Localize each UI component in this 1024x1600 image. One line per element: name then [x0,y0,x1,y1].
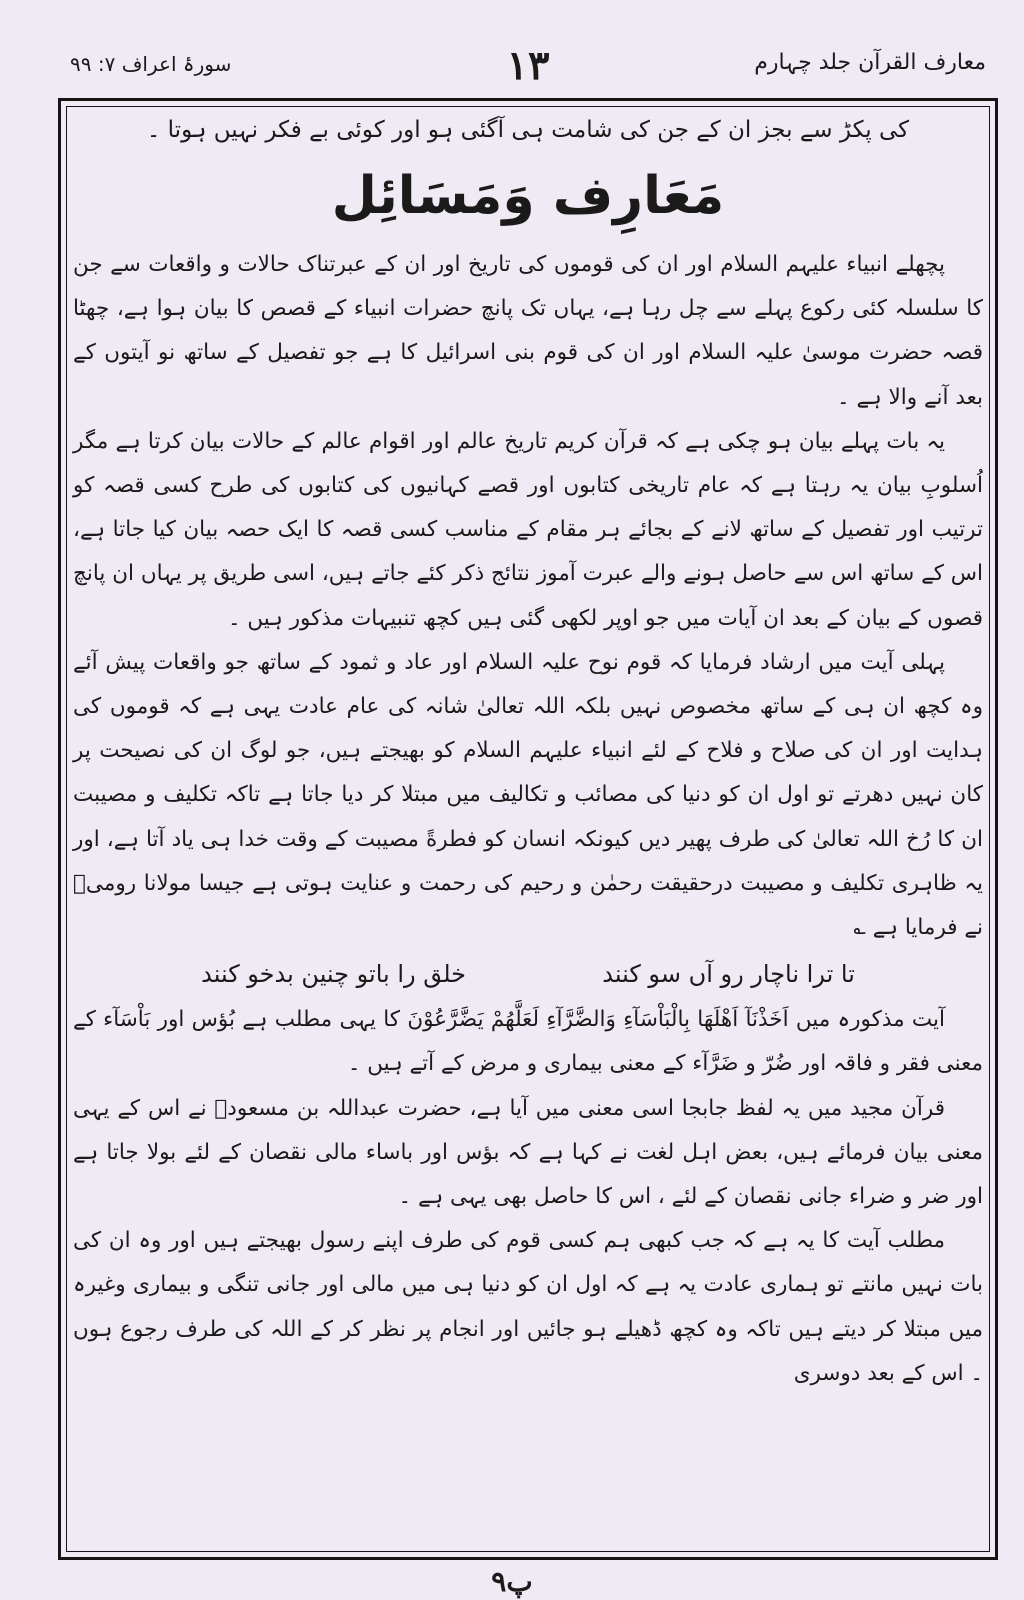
surah-reference: سورۂ اعراف ۷: ۹۹ [70,52,232,76]
couplet-first-hemistich: تا ترا ناچار رو آں سو کنند [602,960,855,989]
book-title: معارف القرآن جلد چہارم [754,50,986,75]
couplet-second-hemistich: خلق را باتو چنین بدخو کنند [201,960,467,989]
persian-couplet [73,950,983,998]
page-header [70,42,986,92]
page-body [73,107,983,1396]
paragraph: یہ بات پہلے بیان ہو چکی ہے کہ قرآن کریم تاریخ عالم اور اقوام عالم کے حالات بیان کرتا ہے مگر اُسلوبِ بیان یہ رہتا ہے کہ عام تاریخی کتابوں اور قصے کہانیوں کی کتابوں کی طرح کسی قصہ کو ترتیب اور تفصیل کے ساتھ لانے کے بجائے ہر مقام کے مناسب کسی قصہ کا ایک حصہ بیان کیا جاتا ہے، اس کے ساتھ اس سے حاصل ہونے والے عبرت آموز نتائج ذکر کئے جاتے ہیں، اسی طریق پر یہاں ان پانچ قصوں کے بیان کے بعد ان آیات میں جو اوپر لکھی گئی ہیں کچھ تنبیہات مذکور ہیں ۔ [73,428,983,631]
paragraph: پچھلے انبیاء علیہم السلام اور ان کی قوموں کی تاریخ اور ان کے عبرتناک حالات و واقعات سے جن کا سلسلہ کئی رکوع پہلے سے چل رہا ہے، یہاں تک پانچ حضرات انبیاء کے قصص کا بیان ہوا ہے، چھٹا قصہ حضرت موسیٰ علیہ السلام اور ان کی قوم بنی اسرائیل کا ہے جو تفصیل کے ساتھ نو آیتوں کے بعد آنے والا ہے ۔ [73,252,983,410]
page-number: ۱۳ [506,42,550,89]
intro-line: کی پکڑ سے بجز ان کے جن کی شامت ہی آگئی ہو اور کوئی بے فکر نہیں ہوتا ۔ [146,117,910,143]
paragraph: قرآن مجید میں یہ لفظ جابجا اسی معنی میں آیا ہے، حضرت عبداللہ بن مسعودؓ نے اس کے یہی معنی بیان فرمائے ہیں، بعض اہل لغت نے کہا ہے کہ بؤس اور باساء مالی نقصان کے لئے بولا جاتا ہے اور ضر و ضراء جانی نقصان کے لئے ، اس کا حاصل بھی یہی ہے ۔ [73,1095,983,1210]
paragraph: مطلب آیت کا یہ ہے کہ جب کبھی ہم کسی قوم کی طرف اپنے رسول بھیجتے ہیں اور وہ ان کی بات نہیں مانتے تو ہماری عادت یہ ہے کہ اول ان کو دنیا ہی میں مالی اور جانی تنگی و بیماری وغیرہ میں مبتلا کر دیتے ہیں تاکہ وہ کچھ ڈھیلے ہو جائیں اور انجام پر نظر کر کے اللہ کی طرف رجوع ہوں ۔ اس کے بعد دوسری [73,1228,983,1386]
paragraph: پہلی آیت میں ارشاد فرمایا کہ قوم نوح علیہ السلام اور عاد و ثمود کے ساتھ جو واقعات پیش آئے وہ کچھ ان ہی کے ساتھ مخصوص نہیں بلکہ اللہ تعالیٰ شانہ کی عام عادت یہی ہے کہ قوموں کی ہدایت اور ان کی صلاح و فلاح کے لئے انبیاء علیہم السلام کو بھیجتے ہیں، جو لوگ ان کی نصیحت پر کان نہیں دھرتے تو اول ان کو دنیا کی مصائب و تکالیف میں مبتلا کر دیا جاتا ہے تاکہ تکلیف و مصیبت ان کا رُخ اللہ تعالیٰ کی طرف پھیر دیں کیونکہ انسان کو فطرةً مصیبت کے وقت خدا ہی یاد آتا ہے، اور یہ ظاہری تکلیف و مصیبت درحقیقت رحمٰن و رحیم کی رحمت و عنایت ہوتی ہے جیسا مولانا رومیؒ نے فرمایا ہے ؎ [73,649,983,941]
footer-signature: پ۹ [491,1565,533,1598]
paragraph: آیت مذکورہ میں اَخَذْنَآ اَهْلَهَا بِالْبَاْسَآءِ وَالضَّرَّآءِ لَعَلَّهُمْ يَضَّرَّعُوْنَ کا یہی مطلب ہے بُؤس اور بَاْسَآء کے معنی فقر و فاقہ اور ضُرّ و ضَرَّآء کے معنی بیماری و مرض کے آتے ہیں ۔ [73,1007,983,1077]
page-border [58,98,998,1560]
section-title: مَعَارِف وَمَسَائِل [331,166,725,226]
